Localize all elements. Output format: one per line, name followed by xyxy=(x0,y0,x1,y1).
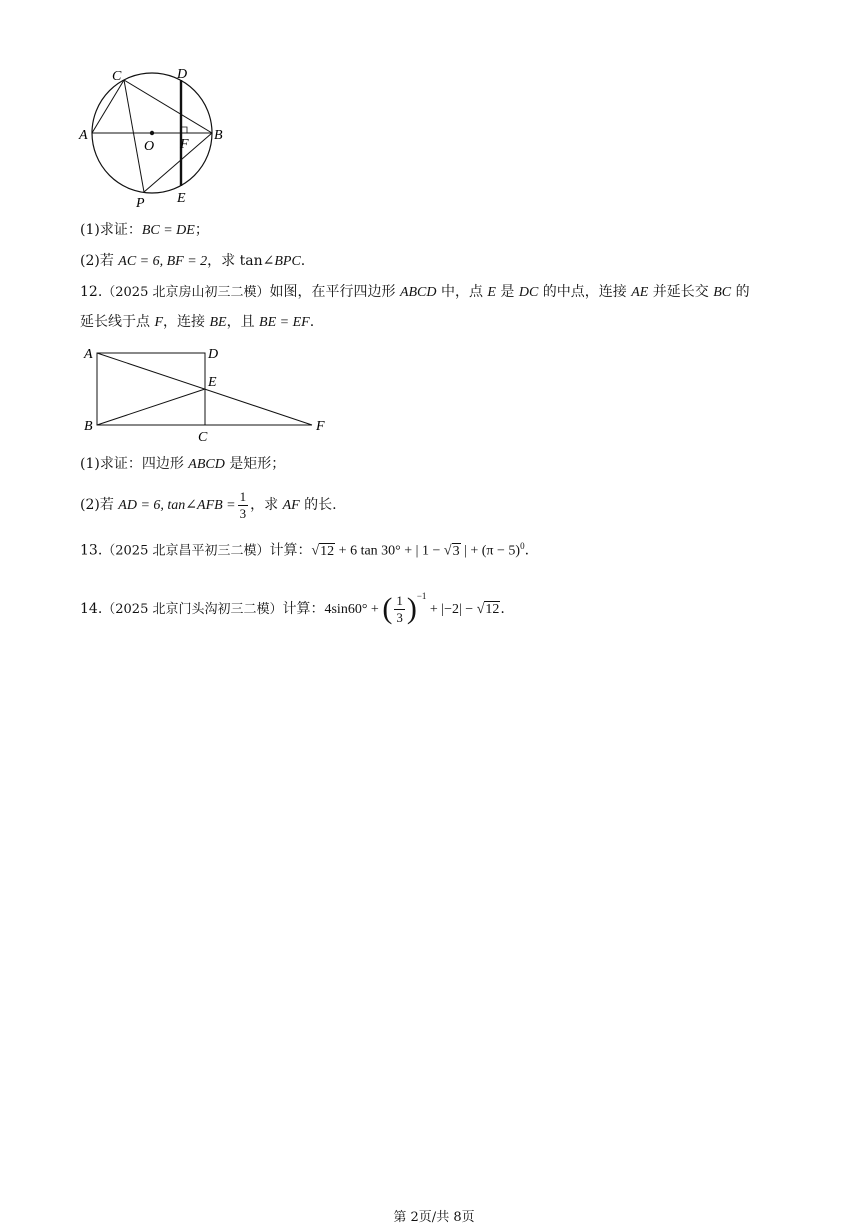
label-o: O xyxy=(144,139,155,154)
q12-part2: (2)若 AD = 6, tan∠AFB = $\frac{1}{3}$ ，求 AF 的长. xyxy=(80,488,337,521)
circle-figure xyxy=(76,62,226,210)
fraction-one-third: $\frac{1}{3}$ xyxy=(396,592,403,625)
q14: 14.（2025 北京门头沟初三二模）计算：4sin60° + ( $\frac{1}{3}$ )$^{-1}$ + |−2| − √12. xyxy=(80,591,505,625)
q11-part1: (1)求证：BC = DE； xyxy=(80,222,209,238)
q12-stem-line2: 延长线于点 F，连接 BE，且 BE = EF. xyxy=(80,314,315,330)
label-d: D xyxy=(177,67,188,82)
rectangle-figure xyxy=(80,342,340,442)
segment-pb xyxy=(144,133,212,192)
segment-ca xyxy=(92,80,124,133)
q13: 13.（2025 北京昌平初三二模）计算：√12 + 6 tan 30° + | 1 − √3 | + $(\pi - 5)^0$. xyxy=(80,541,530,559)
label-d: D xyxy=(208,347,219,362)
q12-part1: (1)求证：四边形 ABCD 是矩形； xyxy=(80,456,286,472)
sqrt-12: √12 xyxy=(476,602,500,617)
center-point xyxy=(150,131,154,135)
q11-part2: (2)若 AC = 6, BF = 2，求 tan∠BPC. xyxy=(80,253,306,269)
fraction-one-third: $\frac{1}{3}$ xyxy=(239,488,247,521)
segment-be xyxy=(97,389,205,425)
label-e: E xyxy=(177,191,186,206)
sqrt-3: √3 xyxy=(443,543,460,559)
label-c: C xyxy=(198,430,208,442)
label-a: A xyxy=(84,347,93,362)
q12-stem-line1: 12.（2025 北京房山初三二模）如图，在平行四边形 ABCD 中，点 E 是 DC 的中点，连接 AE 并延长交 BC 的 xyxy=(80,284,750,300)
segment-cb xyxy=(124,80,212,133)
label-p: P xyxy=(136,196,145,210)
segment-cp xyxy=(124,80,144,192)
sqrt-12: √12 xyxy=(311,543,335,559)
label-a: A xyxy=(79,128,88,143)
label-c: C xyxy=(112,69,122,84)
label-f: F xyxy=(180,137,189,152)
label-b: B xyxy=(214,128,223,143)
rect-abcd xyxy=(97,353,205,425)
label-b: B xyxy=(84,419,93,434)
label-e: E xyxy=(208,375,217,390)
label-f: F xyxy=(316,419,325,434)
page-footer: 第 2页/共 8页 xyxy=(393,1210,475,1225)
